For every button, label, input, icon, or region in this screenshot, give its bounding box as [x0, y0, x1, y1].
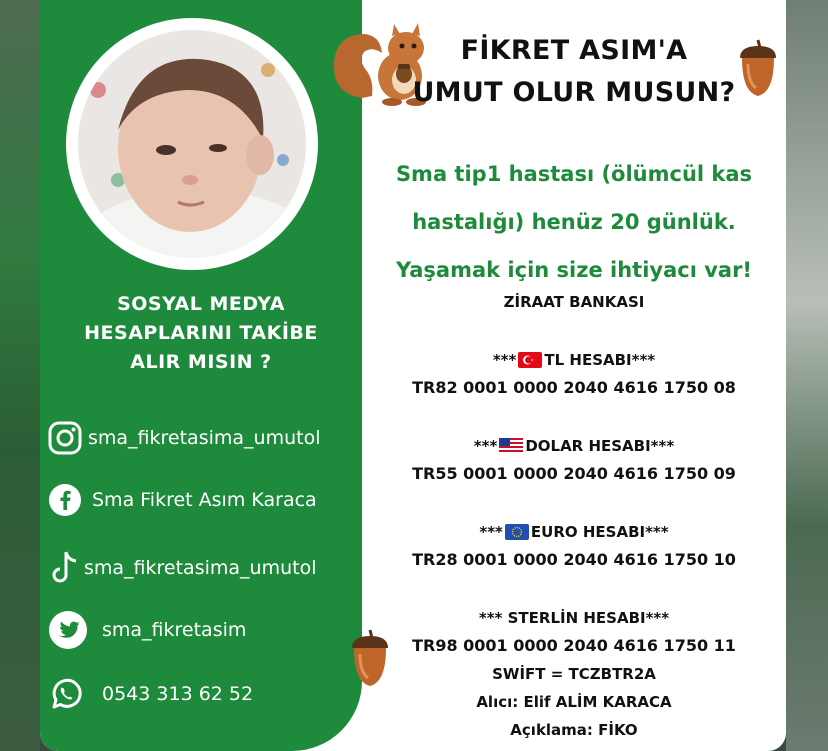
follow-prompt	[40, 290, 362, 377]
gbp-account-title: *** STERLİN HESABI***	[478, 609, 670, 627]
tiktok-icon	[48, 549, 82, 587]
headline-line-1: FİKRET ASIM'A	[460, 35, 688, 66]
payment-description: Açıklama: FİKO	[510, 721, 638, 739]
eur-iban: TR28 0001 0000 2040 4616 1750 10	[412, 550, 736, 569]
headline	[402, 30, 746, 114]
usd-account-title	[362, 432, 786, 460]
facebook-name: Sma Fikret Asım Karaca	[92, 489, 317, 511]
instagram-handle: sma_fikretasima_umutol	[88, 427, 321, 449]
usd-title: DOLAR HESABI***	[525, 437, 675, 455]
gbp-iban: TR98 0001 0000 2040 4616 1750 11	[412, 636, 736, 655]
tl-prefix: ***	[492, 351, 517, 369]
tl-account-title	[362, 346, 786, 374]
twitter-icon	[48, 610, 88, 650]
twitter-handle: sma_fikretasim	[102, 619, 247, 641]
follow-line-1: SOSYAL MEDYA	[117, 293, 285, 315]
whatsapp-row[interactable]	[48, 674, 358, 714]
appeal-line-1: Sma tip1 hastası (ölümcül kas	[395, 162, 753, 186]
recipient-name: Alıcı: Elif ALİM KARACA	[476, 693, 672, 711]
blurred-background-left	[0, 0, 40, 751]
swift-code: SWİFT = TCZBTR2A	[492, 665, 656, 683]
bank-name: ZİRAAT BANKASI	[503, 293, 645, 311]
donation-poster	[40, 0, 786, 751]
instagram-icon	[48, 421, 82, 455]
blurred-background-right	[786, 0, 828, 751]
tiktok-handle: sma_fikretasima_umutol	[84, 557, 317, 579]
turkey-flag-icon	[518, 352, 542, 368]
appeal-message	[362, 150, 786, 294]
tl-iban: TR82 0001 0000 2040 4616 1750 08	[412, 378, 736, 397]
eur-account-title	[362, 518, 786, 546]
twitter-row[interactable]	[48, 610, 358, 650]
right-column	[362, 0, 786, 751]
baby-photo	[78, 30, 306, 258]
facebook-icon	[48, 483, 82, 517]
eu-flag-icon	[505, 524, 529, 540]
facebook-row[interactable]	[48, 480, 358, 520]
instagram-row[interactable]	[48, 418, 358, 458]
baby-photo-frame	[66, 18, 318, 270]
whatsapp-number: 0543 313 62 52	[102, 683, 254, 705]
appeal-line-2: hastalığı) henüz 20 günlük.	[412, 210, 736, 234]
green-side-panel	[40, 0, 362, 751]
usa-flag-icon	[499, 438, 523, 454]
bank-details	[362, 288, 786, 744]
eur-title: EURO HESABI***	[530, 523, 669, 541]
follow-line-2: HESAPLARINI TAKİBE	[84, 322, 318, 344]
follow-line-3: ALIR MISIN ?	[130, 351, 272, 373]
usd-prefix: ***	[473, 437, 498, 455]
whatsapp-icon	[48, 676, 84, 712]
eur-prefix: ***	[479, 523, 503, 541]
usd-iban: TR55 0001 0000 2040 4616 1750 09	[412, 464, 736, 483]
tl-title: TL HESABI***	[544, 351, 656, 369]
headline-line-2: UMUT OLUR MUSUN?	[412, 77, 736, 108]
tiktok-row[interactable]	[48, 548, 358, 588]
appeal-line-3: Yaşamak için size ihtiyacı var!	[395, 258, 753, 282]
